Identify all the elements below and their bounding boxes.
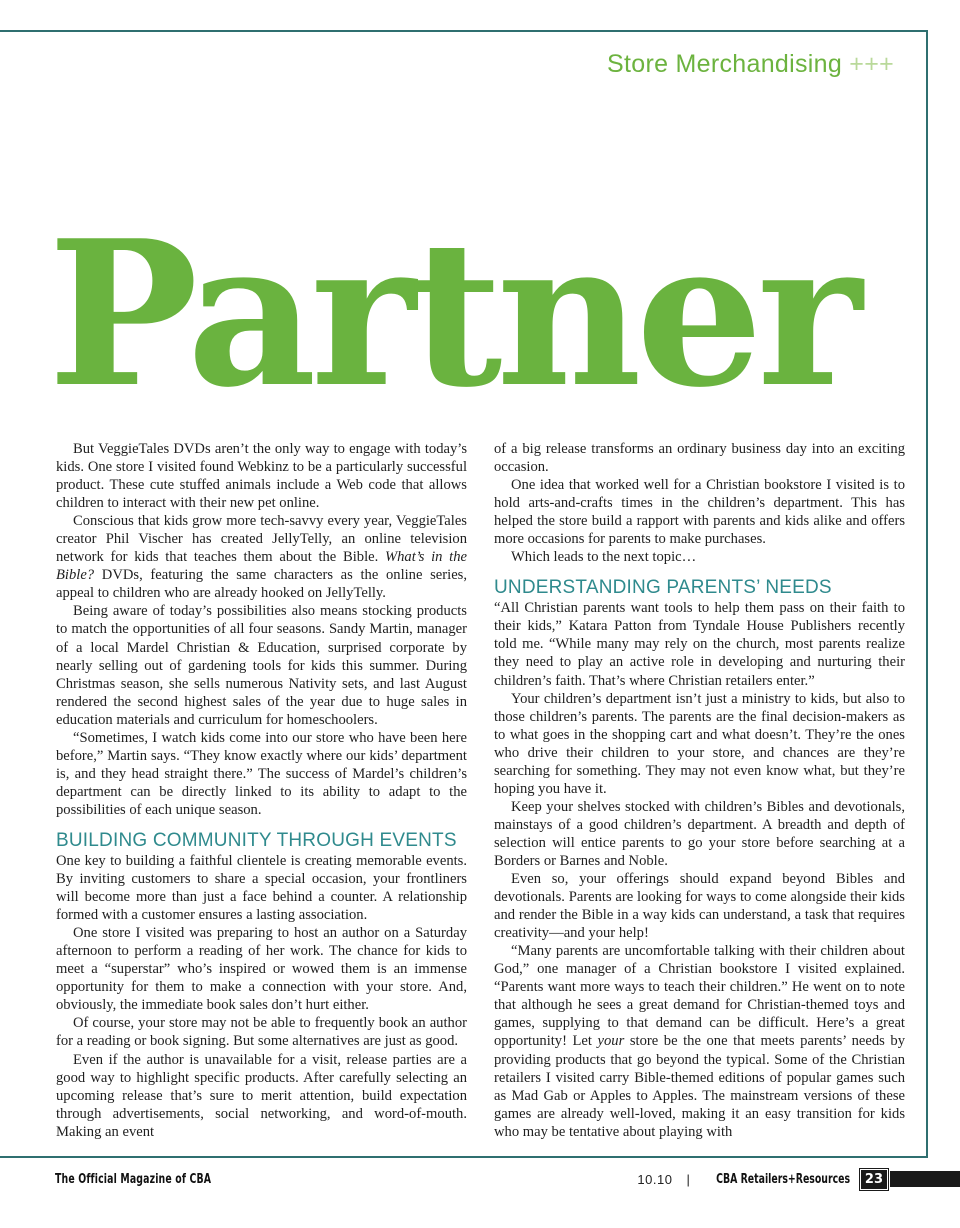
paragraph: “Sometimes, I watch kids come into our store who have been here before,” Martin says. “They know exactly where our kids’ department is, and they head straight there.” The success of Mardel’s children’s department can be directly linked to its ability to adapt to the possibilities of each unique season. — [56, 729, 467, 818]
paragraph: “All Christian parents want tools to help them pass on their faith to their kids,” Katara Patton from Tyndale House Publishers recently told me. “While many may rely on the church, most parents realize they need to play an active role in developing and nurturing their children’s faith. That’s where Christian retailers enter.” — [494, 600, 905, 689]
paragraph: But VeggieTales DVDs aren’t the only way to engage with today’s kids. One store I visited found Webkinz to be a particularly successful product. These cute stuffed animals include a Web code that allows children to interact with their new pet online. — [56, 441, 467, 512]
paragraph: Of course, your store may not be able to frequently book an author for a reading or book signing. But some alternatives are just as good. — [56, 1015, 467, 1050]
folio-separator: | — [686, 1171, 690, 1187]
paragraph: One idea that worked well for a Christian bookstore I visited is to hold arts-and-crafts times in the children’s department. This has helped the store build a rapport with parents and kids alike and offers more occasions for parents to make purchases. — [494, 477, 905, 548]
page-frame-top — [0, 30, 928, 32]
paragraph: Even so, your offerings should expand beyond Bibles and devotionals. Parents are looking for ways to come alongside their kids and render the Bible in a way kids can understand, a task that requires creativity—and your help! — [494, 871, 905, 942]
page-frame-right — [926, 30, 928, 1158]
article-column-right — [494, 440, 905, 1141]
issue-date: 10.10 — [637, 1171, 673, 1187]
paragraph-text: DVDs, featuring the same characters as the online series, appeal to children who are already hooked on JellyTelly. — [56, 567, 467, 602]
section-title: Store Merchandising — [607, 50, 843, 78]
page-number: 23 — [860, 1169, 888, 1190]
publication-name: CBA Retailers+Resources — [715, 1171, 850, 1187]
article-column-left — [56, 440, 467, 1141]
paragraph: Keep your shelves stocked with children’s Bibles and devotionals, mainstays of a good children’s department. A breadth and depth of selection will entice parents to go your store before searching at a Borders or Barnes and Noble. — [494, 798, 905, 869]
paragraph: One store I visited was preparing to host an author on a Saturday afternoon to perform a reading of her work. The chance for kids to meet a “superstar” who’s inspired or wowed them is an immense opportunity for them to make a connection with your store. And, obviously, the immediate book sales don’t hurt either. — [56, 925, 467, 1014]
paragraph: of a big release transforms an ordinary business day into an exciting occasion. — [494, 441, 905, 476]
subheading: BUILDING COMMUNITY THROUGH EVENTS — [56, 829, 457, 851]
footer-folio — [637, 1167, 960, 1191]
footer-bar — [890, 1171, 960, 1187]
paragraph: Your children’s department isn’t just a ministry to kids, but also to those children’s parents. The parents are the final decision-makers as to what goes in the shopping cart and what doesn’t. They’re the ones who drive their children to your store, and chances are they’re searching for something. They may not even know what, but they’re hoping you have it. — [494, 690, 905, 797]
footer-magazine-tagline: The Official Magazine of CBA — [55, 1172, 212, 1187]
page-frame-bottom — [0, 1156, 928, 1158]
paragraph: One key to building a faithful clientele is creating memorable events. By inviting customers to share a special occasion, your frontliners will become more than just a face behind a counter. A relationship formed with a customer ensures a lasting association. — [56, 852, 467, 924]
paragraph-text: store be the one that meets parents’ needs by providing products that go beyond the typical. Some of the Christian retailers I visited carry Bible-themed editions of popular games such as Mad Gab or Apples to Apples. The mainstream versions of these games are already well-loved, making it an easy transition for kids who may be tentative about playing with — [494, 1033, 905, 1140]
paragraph-text: “Many parents are uncomfortable talking with their children about God,” one manager of a Christian bookstore I visited explained. “Parents want more ways to teach their children.” He went on to note that although he sees a great demand for Christian-themed toys and games, supplying to that demand can be difficult. Here’s a great opportunity! Let — [494, 943, 905, 1050]
section-plus-ornament: +++ — [849, 50, 894, 78]
subheading: UNDERSTANDING PARENTS’ NEEDS — [494, 577, 832, 599]
section-label — [607, 50, 894, 79]
italic-title: What’s in the Bible? — [56, 549, 467, 584]
paragraph: Being aware of today’s possibilities also means stocking products to match the opportunities of all four seasons. Sandy Martin, manager of a local Mardel Christian & Education, surprised corporate by nearly selling out of gardening tools for kids this summer. During Christmas season, she sells numerous Nativity sets, and last August rendered the second highest sales of the year due to huge sales in education materials and curriculum for homeschoolers. — [56, 603, 467, 728]
headline: Partner — [48, 197, 857, 432]
paragraph-text: Conscious that kids grow more tech-savvy every year, VeggieTales creator Phil Vischer has created JellyTelly, an online television network for kids that teaches them about the Bible. — [56, 513, 467, 566]
paragraph: Even if the author is unavailable for a visit, release parties are a good way to highlight specific products. After carefully selecting an upcoming release that’s sure to merit attention, build expectation through advertisements, social networking, and word-of-mouth. Making an event — [56, 1051, 467, 1140]
paragraph — [56, 512, 467, 602]
paragraph — [494, 942, 905, 1141]
italic-word: your — [597, 1033, 625, 1050]
paragraph: Which leads to the next topic… — [511, 549, 697, 566]
